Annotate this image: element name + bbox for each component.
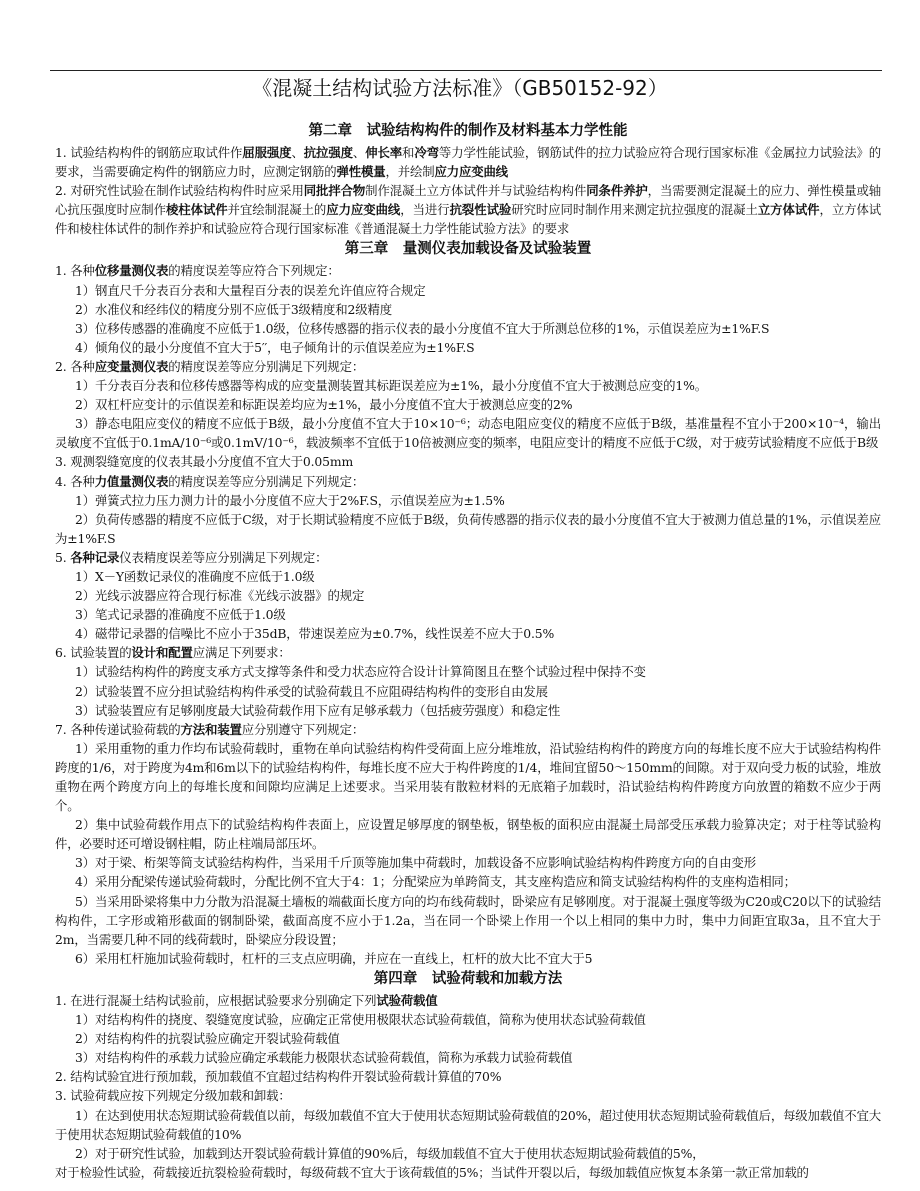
clause [55, 720, 881, 739]
sub-clause [55, 319, 881, 338]
key-term: 冷弯 [414, 145, 439, 160]
clause-text: 7. 各种传递试验荷载的 [55, 721, 181, 737]
sub-clause [55, 510, 881, 548]
clause-text: 1. 试验结构构件的钢筋应取试件作 [55, 145, 243, 160]
clause [55, 143, 881, 181]
clause-text: 1. 在进行混凝土结构试验前，应根据试验要求分别确定下列 [55, 992, 377, 1008]
key-term: 应力应变曲线 [434, 164, 508, 180]
key-term: 弹性模量 [336, 164, 386, 180]
sub-clause [55, 1144, 881, 1163]
sub-clause [55, 567, 881, 586]
key-term: 试验荷载值 [376, 992, 438, 1008]
sub-clause [55, 414, 881, 452]
clause-text: 的精度误差等应符合下列规定： [168, 263, 340, 279]
key-term: 应力应变曲线 [326, 202, 401, 218]
clause-text: 4）磁带记录器的信噪比不应小于35dB，带速误差应为±0.7%，线性误差不应大于0.5% [75, 626, 555, 642]
document-body [55, 120, 881, 1182]
clause [55, 643, 881, 662]
sub-clause [55, 853, 881, 872]
clause-text: 的精度误差等应分别满足下列规定： [168, 358, 365, 374]
document-title: 《混凝土结构试验方法标准》（GB50152-92） [252, 76, 668, 100]
key-term: 屈服强度 [242, 145, 292, 160]
sub-clause [55, 338, 881, 357]
chapter-heading: 第二章 试验结构构件的制作及材料基本力学性能 [308, 123, 628, 139]
clause-text: 4）倾角仪的最小分度值不宜大于5′′，电子倾角计的示值误差应为±1%F.S [75, 339, 475, 355]
clause-text: 1）弹簧式拉力压力测力计的最小分度值不应大于2%F.S，示值误差应为±1.5% [75, 492, 505, 508]
clause-text: 、 [352, 145, 366, 160]
key-term: 抗拉强度 [303, 145, 353, 160]
key-term: 棱柱体试件 [165, 202, 228, 218]
clause-text: 6. 试验装置的 [55, 645, 132, 661]
clause-text: 应分别遵守下列规定： [241, 721, 365, 737]
clause-text: 2）光线示波器应符合现行标准《光线示波器》的规定 [75, 588, 365, 604]
clause-text: 仪表精度误差等应分别满足下列规定： [119, 549, 328, 565]
clause-text: 的精度误差等应分别满足下列规定： [168, 473, 365, 489]
clause-text: 5. [55, 549, 71, 565]
sub-clause [55, 605, 881, 624]
key-term: 立方体试件 [757, 202, 820, 218]
clause-text: 2）集中试验荷载作用点下的试验结构构件表面上，应设置足够厚度的钢垫板，钢垫板的面积应由混凝土局部受压承载力验算决定；对于柱等试验构件，必要时还可增设钢柱帽，防止柱端局部压坏。 [55, 817, 881, 852]
clause-text: 2. 对研究性试验在制作试验结构构件时应采用 [55, 183, 304, 199]
sub-clause [55, 1106, 881, 1144]
clause-text: 对于检验性试验，荷载接近抗裂检验荷载时，每级荷载不宜大于该荷载值的5%；当试件开裂以后，每级加载值应恢复本条第一款正常加载的 [55, 1164, 809, 1180]
key-term: 应变量测仪表 [94, 358, 169, 374]
sub-clause [55, 682, 881, 701]
sub-clause [55, 815, 881, 853]
clause-text: 应满足下列要求： [192, 645, 291, 661]
clause-text: ，并绘制 [385, 164, 435, 180]
sub-clause [55, 662, 881, 681]
sub-clause [55, 872, 881, 891]
clause-text: 1）对结构构件的挠度、裂缝宽度试验，应确定正常使用极限状态试验荷载值，简称为使用状态试验荷载值 [75, 1012, 646, 1028]
clause [55, 452, 881, 471]
key-term: 力值量测仪表 [94, 473, 169, 489]
clause-text: ，立方体试件和棱柱体试件的制作养护和试验应符合现行国家标准《普通混凝土力学性能试验方法》的要求 [55, 202, 882, 237]
clause [55, 1163, 881, 1182]
clause-text: 3）位移传感器的准确度不应低于1.0级，位移传感器的指示仪表的最小分度值不宜大于所测总位移的1%，示值误差应为±1%F.S [75, 320, 770, 336]
sub-clause [55, 1029, 881, 1048]
clause [55, 472, 881, 491]
sub-clause [55, 395, 881, 414]
clause [55, 1086, 881, 1105]
sub-clause [55, 491, 881, 510]
clause-text: 3. 观测裂缝宽度的仪表其最小分度值不宜大于0.05mm [55, 454, 354, 470]
clause-text: 4）采用分配梁传递试验荷载时，分配比例不宜大于4：1；分配梁应为单跨简支，其支座构造应和简支试验结构构件的支座构造相同； [75, 874, 796, 890]
clause-text: 3. 试验荷载应按下列规定分级加载和卸载： [55, 1088, 291, 1104]
clause-text: 制作混凝土立方体试件并与试验结构构件 [365, 183, 587, 199]
key-term: 同批拌合物 [303, 183, 366, 199]
clause-text: 3）笔式记录器的准确度不应低于1.0级 [75, 607, 286, 623]
clause-text: 1）在达到使用状态短期试验荷载值以前，每级加载值不宜大于使用状态短期试验荷载值的20%，超过使用状态短期试验荷载值后，每级加载值不宜大于使用状态短期试验荷载值的10% [55, 1107, 881, 1142]
clause-text: 6）采用杠杆施加试验荷载时，杠杆的三支点应明确，并应在一直线上，杠杆的放大比不宜大于5 [75, 950, 593, 966]
clause [55, 548, 881, 567]
clause-text: 2. 各种 [55, 358, 95, 374]
key-term: 伸长率 [365, 145, 403, 160]
clause-text: 2）试验装置不应分担试验结构构件承受的试验荷载且不应阻碍结构构件的变形自由发展 [75, 683, 548, 699]
clause-text: 2）水准仪和经纬仪的精度分别不应低于3级精度和2级精度 [75, 301, 392, 317]
key-term: 位移量测仪表 [94, 263, 169, 279]
sub-clause [55, 624, 881, 643]
clause-text: 1）千分表百分表和位移传感器等构成的应变量测装置其标距误差应为±1%，最小分度值不宜大于被测总应变的1%。 [75, 378, 707, 394]
key-term: 抗裂性试验 [449, 202, 512, 218]
sub-clause [55, 701, 881, 720]
key-term: 各种记录 [70, 549, 120, 565]
sub-clause [55, 892, 881, 949]
key-term: 设计和配置 [131, 645, 193, 661]
clause-text: 1）钢直尺千分表百分表和大量程百分表的误差允许值应符合规定 [75, 282, 426, 298]
sub-clause [55, 281, 881, 300]
clause-text: 2）负荷传感器的精度不应低于C级，对于长期试验精度不应低于B级，负荷传感器的指示仪表的最小分度值不宜大于被测力值总量的1%，示值误差应为±1%F.S [55, 511, 881, 546]
clause-text: 1）X－Y函数记录仪的准确度不应低于1.0级 [75, 568, 315, 584]
clause-text: 4. 各种 [55, 473, 95, 489]
clause [55, 1067, 881, 1086]
clause [55, 261, 881, 280]
key-term: 方法和装置 [180, 721, 242, 737]
clause-text: 5）当采用卧梁将集中力分散为沿混凝土墙板的端截面长度方向的均布线荷载时，卧梁应有足够刚度。对于混凝土强度等级为C20或C20以下的试验结构构件，工字形或箱形截面的钢制卧梁，截面高度不应小于1.2a，当在同一个卧梁上作用一个以上相同的集中力时，集中力间距宜取3a，且不宜大于2m，当需要几种不同的线荷载时，卧梁应分段设置； [55, 893, 881, 947]
clause [55, 991, 881, 1010]
clause-text: 2. 结构试验宜进行预加载，预加载值不宜超过结构构件开裂试验荷载计算值的70% [55, 1069, 502, 1085]
clause-text: ，当进行 [400, 202, 450, 218]
key-term: 同条件养护 [586, 183, 648, 199]
sub-clause [55, 1048, 881, 1067]
clause-text: 1）试验结构构件的跨度支承方式支撑等条件和受力状态应符合设计计算简图且在整个试验过程中保持不变 [75, 664, 646, 680]
clause-text: 2）双杠杆应变计的示值误差和标距误差均应为±1%，最小分度值不宜大于被测总应变的2% [75, 397, 573, 413]
sub-clause [55, 376, 881, 395]
sub-clause [55, 586, 881, 605]
clause-text: 2）对结构构件的抗裂试验应确定开裂试验荷载值 [75, 1031, 340, 1047]
chapter-heading: 第三章 量测仪表加载设备及试验装置 [344, 241, 592, 258]
clause-text: 1. 各种 [55, 263, 95, 279]
sub-clause [55, 300, 881, 319]
clause-text: 2）对于研究性试验，加载到达开裂试验荷载计算值的90%后，每级加载值不宜大于使用状态短期试验荷载值的5%， [75, 1145, 705, 1161]
clause-text: 和 [402, 145, 415, 160]
clause [55, 357, 881, 376]
clause [55, 181, 881, 238]
clause-text: 3）静态电阻应变仪的精度不应低于B级，最小分度值不宜大于10×10⁻⁶；动态电阻应变仪的精度不应低于B级，基准量程不宜小于200×10⁻⁴，输出灵敏度不宜低于0.1mA/10⁻⁶或0.1mV/10⁻⁶，载波频率不宜低于10倍被测应变的频率，电阻应变计的精度不应低于C级，对于疲劳试验精度不应低于B级 [55, 416, 881, 451]
sub-clause [55, 949, 881, 968]
sub-clause [55, 739, 881, 815]
top-rule [50, 70, 882, 71]
clause-text: 3）对于梁、桁架等简支试验结构构件，当采用千斤顶等施加集中荷载时，加载设备不应影响试验结构构件跨度方向的自由变形 [75, 855, 756, 871]
chapter-heading: 第四章 试验荷载和加载方法 [373, 970, 563, 987]
clause-text: 研究时应同时制作用来测定抗拉强度的混凝土 [511, 202, 758, 218]
clause-text: 、 [291, 145, 304, 160]
clause-text: ，当需要测定混凝土的应力、弹性模量或轴心抗压强度时应制作 [55, 183, 882, 218]
clause-text: 3）对结构构件的承载力试验应确定承载能力极限状态试验荷载值，简称为承载力试验荷载值 [75, 1050, 573, 1066]
clause-text: 并宜绘制混凝土的 [227, 202, 327, 218]
clause-text: 1）采用重物的重力作均布试验荷载时，重物在单向试验结构构件受荷面上应分堆堆放，沿试验结构构件的跨度方向的每堆长度不应大于试验结构构件跨度的1/6，对于跨度为4m和6m以下的试验结构构件，每堆长度不应大于构件跨度的1/4，堆间宜留50～150mm的间隙。对于双向受力板的试验，堆放重物在两个跨度方向上的每堆长度和间隙均应满足上述要求。当采用装有散粒材料的无底箱子加载时，沿试验结构构件跨度方向放置的箱数不应少于两个。 [55, 740, 881, 814]
clause-text: 3）试验装置应有足够刚度最大试验荷载作用下应有足够承载力（包括疲劳强度）和稳定性 [75, 702, 561, 718]
sub-clause [55, 1010, 881, 1029]
clause-text: 等力学性能试验，钢筋试件的拉力试验应符合现行国家标准《金属拉力试验法》的要求，当需要确定构件的钢筋应力时，应测定钢筋的 [55, 145, 882, 180]
